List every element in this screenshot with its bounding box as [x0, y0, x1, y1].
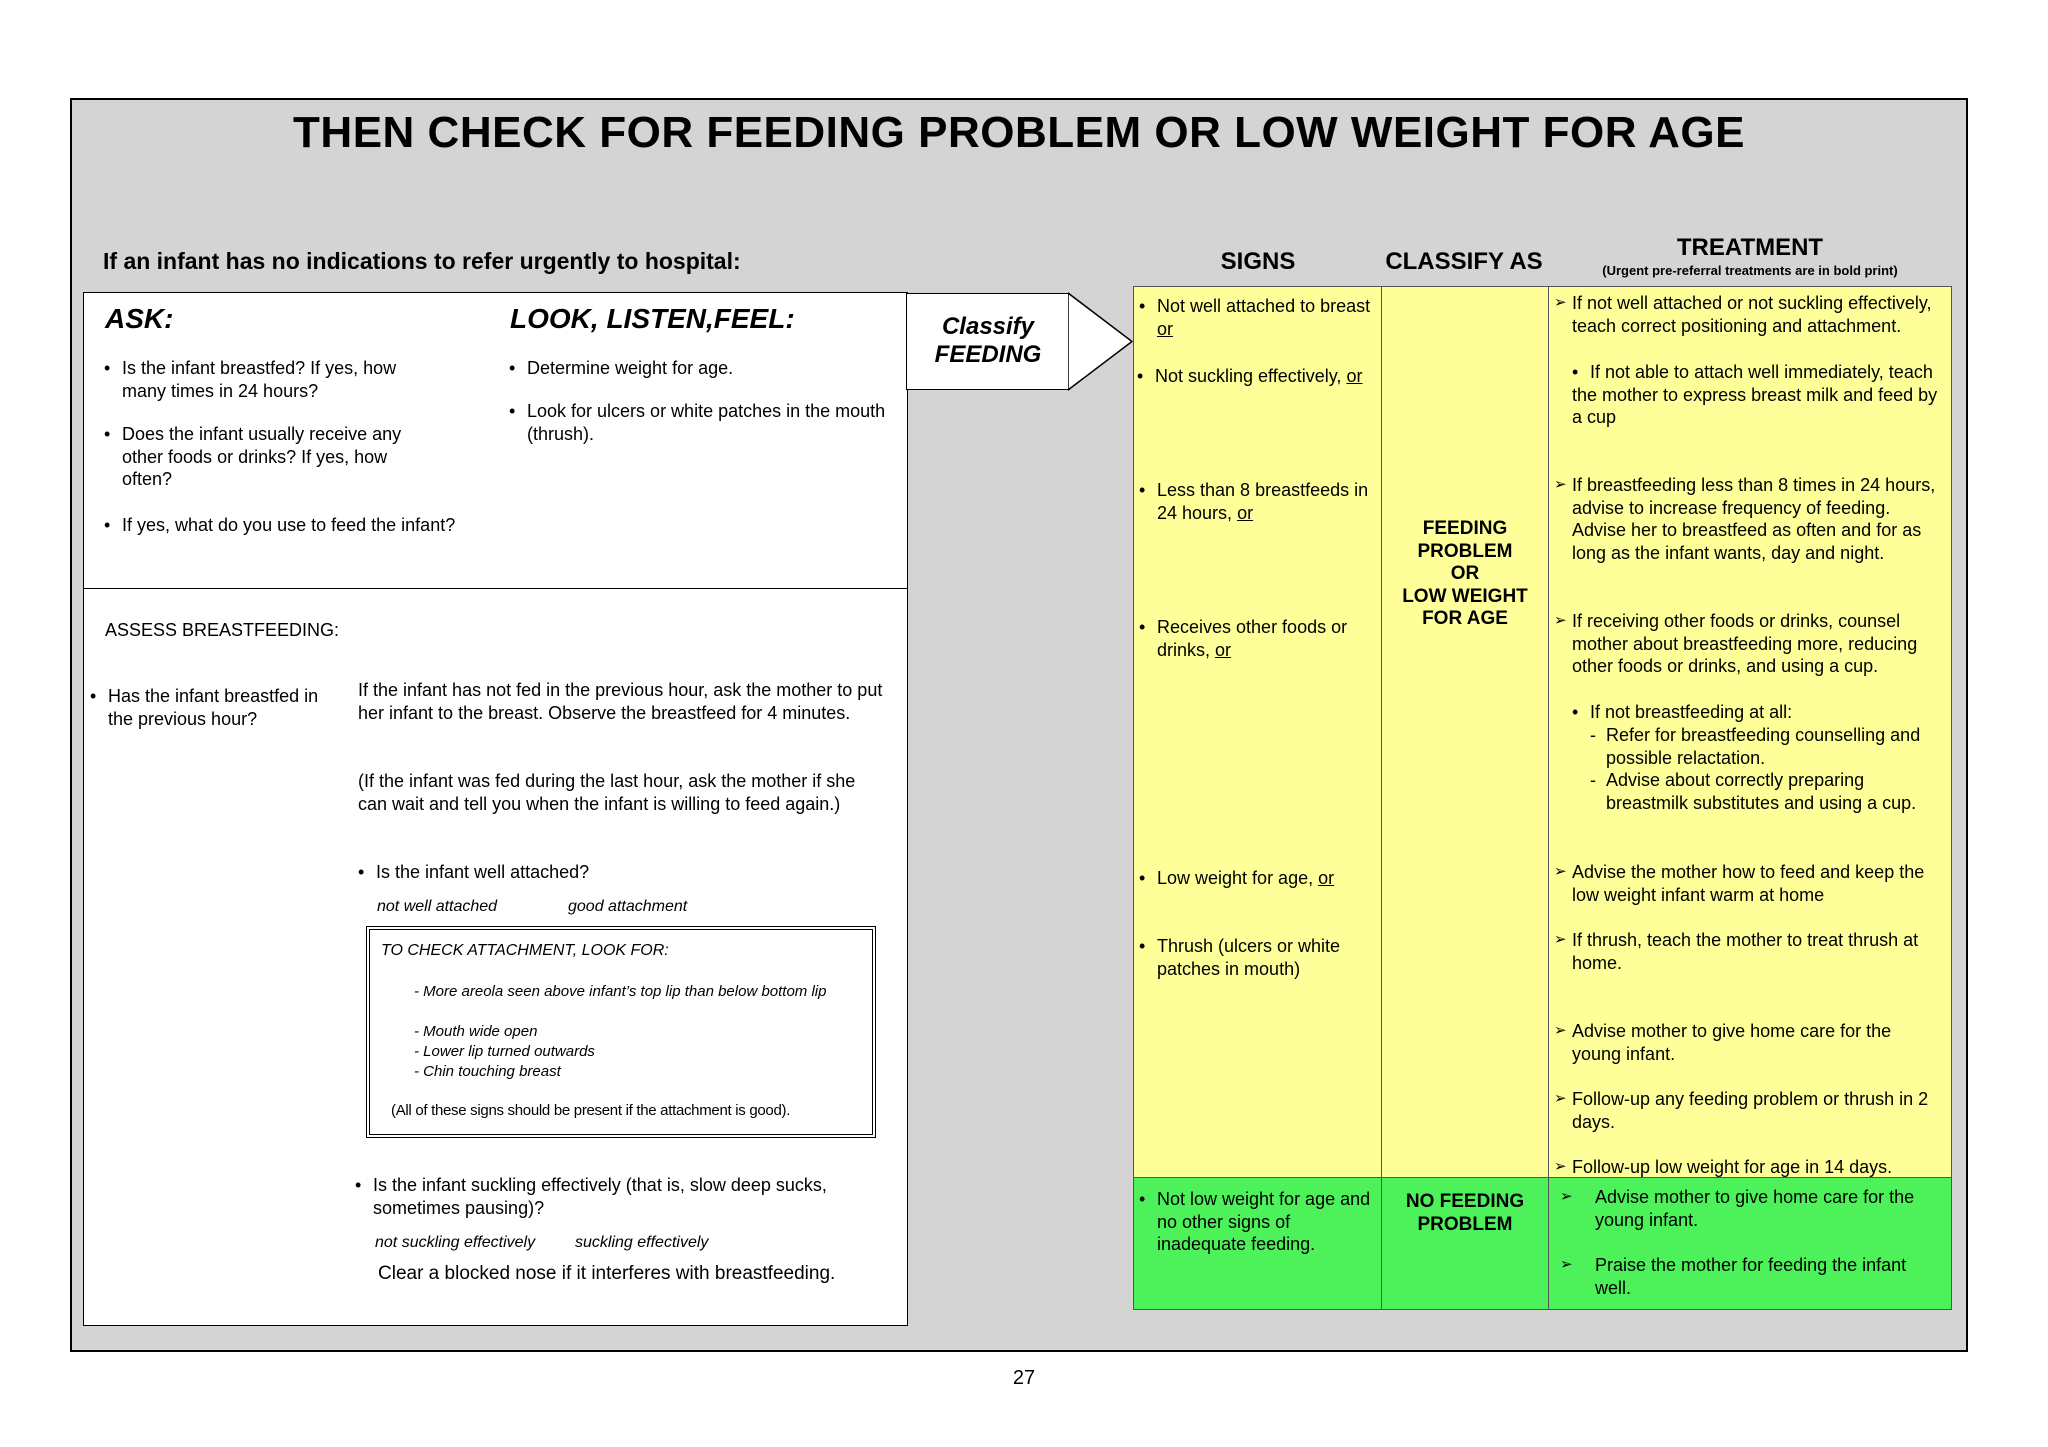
- classify-feeding-box: [906, 293, 1070, 390]
- treatment-item: ➢ If breastfeeding less than 8 times in 24 hours, advise to increase frequency of feeding. Advise her to breastfeed as often and for as long as the infant wants, day and night.: [1554, 475, 1936, 563]
- feeding-problem-classification: FEEDING PROBLEM OR LOW WEIGHT FOR AGE: [1402, 518, 1528, 630]
- sign-item: • Receives other foods or drinks, or: [1139, 617, 1348, 660]
- check-note: (All of these signs should be present if the attachment is good).: [391, 1102, 791, 1119]
- check-item: - More areola seen above infant’s top lip than below bottom lip: [414, 983, 827, 1000]
- check-title: TO CHECK ATTACHMENT, LOOK FOR:: [381, 942, 669, 959]
- page-number: 27: [1012, 1367, 1036, 1389]
- treatment-item: ➢ Follow-up any feeding problem or thrush in 2 days.: [1554, 1089, 1929, 1132]
- treatment-subitem: - Advise about correctly preparing breastmilk substitutes and using a cup.: [1590, 770, 1917, 813]
- look-heading: LOOK, LISTEN,FEEL:: [510, 303, 795, 334]
- sign-item: • Less than 8 breastfeeds in 24 hours, or: [1139, 480, 1369, 523]
- yellow-classify-cell: [1381, 286, 1549, 1179]
- sign-item: • Not suckling effectively, or: [1137, 366, 1363, 386]
- assess-question: • Has the infant breastfed in the previous hour?: [90, 686, 319, 729]
- classify-arrow-icon: [1068, 292, 1138, 392]
- ask-look-box: [83, 292, 908, 590]
- yellow-signs-cell: [1133, 286, 1382, 1179]
- ask-item: • If yes, what do you use to feed the infant?: [104, 515, 456, 535]
- green-treatment-item: ➢ Praise the mother for feeding the infant well.: [1560, 1255, 1907, 1298]
- ask-item: • Does the infant usually receive any other foods or drinks? If yes, how often?: [104, 424, 402, 490]
- green-treatment-item: ➢ Advise mother to give home care for the young infant.: [1560, 1187, 1915, 1230]
- suckling-question: • Is the infant suckling effectively (that is, slow deep sucks, sometimes pausing)?: [355, 1175, 827, 1218]
- sign-item: • Thrush (ulcers or white patches in mouth): [1139, 936, 1341, 979]
- check-item: - Chin touching breast: [414, 1063, 561, 1080]
- treatment-item: ➢ Follow-up low weight for age in 14 days.: [1554, 1157, 1893, 1177]
- not-well-attached-label: not well attached: [377, 898, 498, 915]
- look-item: • Look for ulcers or white patches in the mouth (thrush).: [509, 401, 886, 444]
- treatment-item: • If not able to attach well immediately, teach the mother to express breast milk and feed by a cup: [1572, 362, 1938, 428]
- ask-item: • Is the infant breastfed? If yes, how many times in 24 hours?: [104, 358, 397, 401]
- treatment-item: ➢ Advise the mother how to feed and keep the low weight infant warm at home: [1554, 862, 1925, 905]
- treatment-item: • If not breastfeeding at all:: [1572, 702, 1793, 722]
- signs-header: SIGNS: [1220, 248, 1296, 275]
- good-attachment-label: good attachment: [568, 898, 688, 915]
- sign-item: • Not well attached to breast or: [1139, 296, 1371, 339]
- assess-instruction: If the infant has not fed in the previous hour, ask the mother to put her infant to the breast. Observe the breastfeed for 4 minutes.: [358, 680, 883, 723]
- page-title: THEN CHECK FOR FEEDING PROBLEM OR LOW WEIGHT FOR AGE: [293, 108, 1745, 157]
- classify-line1: Classify: [941, 313, 1035, 340]
- treatment-subitem: - Refer for breastfeeding counselling and possible relactation.: [1590, 725, 1921, 768]
- classify-header: CLASSIFY AS: [1385, 248, 1543, 275]
- treatment-subheader: (Urgent pre-referral treatments are in bold print): [1602, 263, 1898, 278]
- sign-item: • Low weight for age, or: [1139, 868, 1335, 888]
- suckling-label: suckling effectively: [575, 1234, 709, 1251]
- look-item: • Determine weight for age.: [509, 358, 734, 378]
- check-attachment-box: [366, 926, 876, 1138]
- clear-nose-text: Clear a blocked nose if it interferes with breastfeeding.: [378, 1263, 836, 1284]
- not-suckling-label: not suckling effectively: [375, 1234, 536, 1251]
- no-feeding-problem-classification: NO FEEDING PROBLEM: [1405, 1191, 1525, 1235]
- ask-heading: ASK:: [105, 303, 174, 334]
- treatment-item: ➢ If thrush, teach the mother to treat thrush at home.: [1554, 930, 1919, 973]
- assess-heading: ASSESS BREASTFEEDING:: [105, 620, 340, 640]
- treatment-item: ➢ Advise mother to give home care for the young infant.: [1554, 1021, 1892, 1064]
- check-item: - Lower lip turned outwards: [414, 1043, 595, 1060]
- treatment-item: ➢ If receiving other foods or drinks, counsel mother about breastfeeding more, reducing other foods or drinks, and using a cup.: [1554, 611, 1918, 677]
- check-item: - Mouth wide open: [414, 1023, 538, 1040]
- assess-note: (If the infant was fed during the last hour, ask the mother if she can wait and tell you when the infant is willing to feed again.): [358, 771, 856, 814]
- attached-question: • Is the infant well attached?: [358, 862, 590, 882]
- green-sign-item: • Not low weight for age and no other signs of inadequate feeding.: [1139, 1189, 1371, 1255]
- treatment-header: TREATMENT: [1676, 234, 1824, 261]
- intro-text: If an infant has no indications to refer urgently to hospital:: [103, 248, 741, 274]
- classify-line2: FEEDING: [934, 341, 1042, 368]
- treatment-item: ➢ If not well attached or not suckling effectively, teach correct positioning and attachment.: [1554, 293, 1932, 336]
